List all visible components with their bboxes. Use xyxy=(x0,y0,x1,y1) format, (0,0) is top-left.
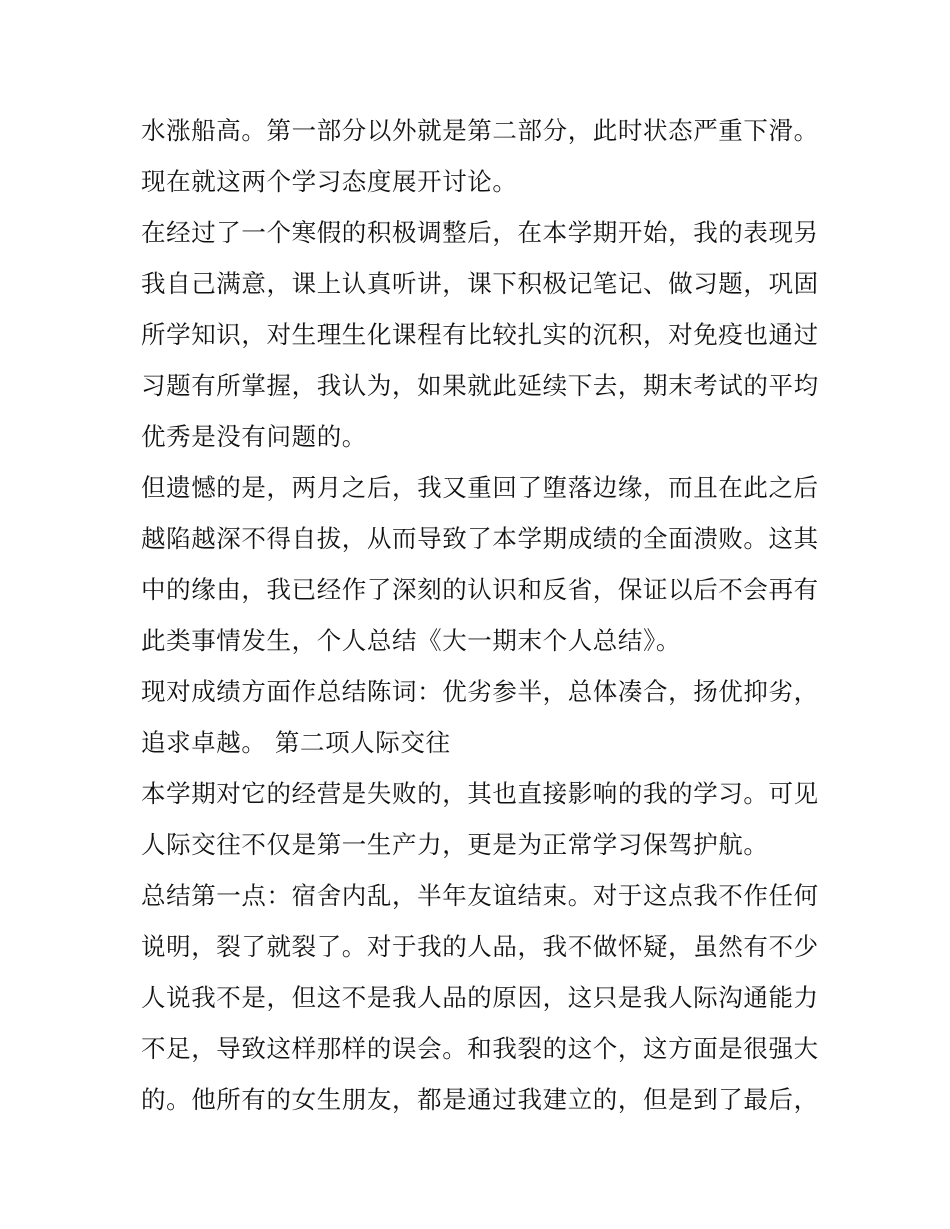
text-line-8: 但遗憾的是，两月之后，我又重回了堕落边缘，而且在此之后 xyxy=(141,473,819,502)
text-line-1: 水涨船高。第一部分以外就是第二部分，此时状态严重下滑。 xyxy=(141,116,819,145)
text-line-7: 优秀是没有问题的。 xyxy=(141,422,367,451)
text-line-5: 所学知识，对生理生化课程有比较扎实的沉积，对免疫也通过 xyxy=(141,320,819,349)
text-line-6: 习题有所掌握，我认为，如果就此延续下去，期末考试的平均 xyxy=(141,371,819,400)
text-line-3: 在经过了一个寒假的积极调整后，在本学期开始，我的表现另 xyxy=(141,218,819,247)
text-line-12: 现对成绩方面作总结陈词：优劣参半，总体凑合，扬优抑劣， xyxy=(141,677,819,706)
text-line-18: 人说我不是，但这不是我人品的原因，这只是我人际沟通能力 xyxy=(141,983,819,1012)
text-line-20: 的。他所有的女生朋友，都是通过我建立的，但是到了最后， xyxy=(141,1085,819,1114)
text-line-11: 此类事情发生，个人总结《大一期末个人总结》。 xyxy=(141,626,681,655)
text-line-4: 我自己满意，课上认真听讲，课下积极记笔记、做习题，巩固 xyxy=(141,269,819,298)
text-line-13: 追求卓越。 第二项人际交往 xyxy=(141,728,451,757)
text-line-14: 本学期对它的经营是失败的，其也直接影响的我的学习。可见 xyxy=(141,779,819,808)
text-line-2: 现在就这两个学习态度展开讨论。 xyxy=(141,167,518,196)
document-page xyxy=(141,105,821,1125)
text-line-9: 越陷越深不得自拔，从而导致了本学期成绩的全面溃败。这其 xyxy=(141,524,819,553)
text-line-15: 人际交往不仅是第一生产力，更是为正常学习保驾护航。 xyxy=(141,830,769,859)
text-line-16: 总结第一点：宿舍内乱，半年友谊结束。对于这点我不作任何 xyxy=(141,881,819,910)
text-line-17: 说明，裂了就裂了。对于我的人品，我不做怀疑，虽然有不少 xyxy=(141,932,819,961)
text-line-19: 不足，导致这样那样的误会。和我裂的这个，这方面是很强大 xyxy=(141,1034,819,1063)
text-line-10: 中的缘由，我已经作了深刻的认识和反省，保证以后不会再有 xyxy=(141,575,819,604)
